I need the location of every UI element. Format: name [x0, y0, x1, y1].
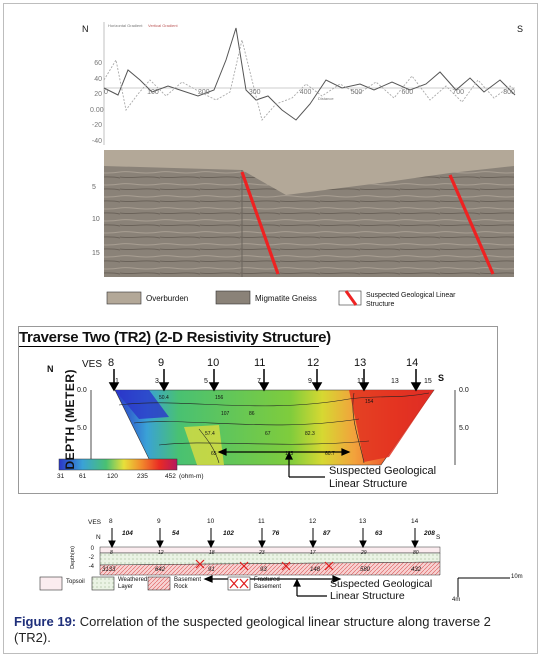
legend-topsoil-label: Topsoil: [66, 579, 85, 585]
legend-migmatite-label: Migmatite Gneiss: [255, 294, 317, 303]
depth-axis-title: Depth(m): [70, 546, 76, 569]
y-ticks: 0 -2 -4: [88, 546, 94, 570]
x-axis-name: Distance: [318, 96, 334, 101]
south-label: S: [438, 373, 445, 383]
vertical-gradient-line: [104, 40, 515, 120]
depth-tick: 15: [92, 250, 100, 257]
scale-bar: [458, 578, 510, 597]
depth-axis-title: DEPTH (METER): [63, 369, 77, 470]
legend-linear-label: Suspected Geological Linear Structure: [366, 292, 456, 308]
figure-caption: [14, 614, 530, 646]
south-label: S: [436, 534, 441, 541]
north-label: N: [82, 24, 89, 34]
scale-vertical: 4m: [452, 597, 461, 603]
scale-horizontal: 10m: [511, 574, 523, 580]
station-arrows: [109, 528, 418, 547]
legend-topsoil-swatch: [40, 577, 62, 590]
depth-tick: 5.0: [459, 425, 469, 432]
legend-migmatite-swatch: [216, 291, 250, 304]
north-label: N: [47, 364, 54, 374]
y-tick-list: 60 40 20 0.00 -20 -40: [90, 60, 104, 145]
geoelectric-section: [0, 510, 542, 610]
x-tick-list: 0 100 200 300 400 500 600 700 800: [104, 89, 515, 96]
north-label: N: [96, 534, 101, 541]
ves-label: VES: [82, 359, 103, 370]
resistivity-title: Traverse Two (TR2) (2-D Resistivity Structure): [19, 329, 331, 346]
contour-labels: 50.4 156 107 86 67 57.4 65 125 60.7 82.3 154: [159, 395, 374, 457]
depth-tick: 10: [92, 216, 100, 223]
legend-overburden-label: Overburden: [146, 294, 189, 303]
legend-basement-label: Basement Rock: [174, 577, 202, 590]
resistivity-annotation: Suspected Geological Linear Structure: [329, 465, 437, 490]
section-annotation: Suspected Geological Linear Structure: [330, 578, 433, 602]
legend-weathered-swatch: [92, 577, 114, 590]
caption-text: Correlation of the suspected geological linear structure along traverse 2 (TR2).: [14, 614, 491, 645]
depth-tick: 5.0: [77, 425, 87, 432]
legend-fractured-label: Fractured Basement: [254, 577, 282, 590]
depth-tick: 0.0: [459, 387, 469, 394]
panel-resistivity: Traverse Two (TR2) (2-D Resistivity Structure) N S VES DEPTH (METER) 8 9 10 11 12 13 14 1 3 5 7 9 11 13 15 0.0 5.0 0.0 5.0 50.4 156 107 86 67 57.4 65 125 60.7 82.3 154 31 61 120 235 452 (ohm-m) Suspected Geological Linear Structure: [18, 326, 498, 494]
topsoil-layer: [100, 547, 440, 553]
horizontal-gradient-line: [104, 28, 515, 120]
magnetic-gradient-plot: [0, 0, 542, 320]
legend-basement-swatch: [148, 577, 170, 590]
panel-magnetic-profile: [0, 0, 542, 320]
legend-weathered-label: Weathered Layer: [118, 577, 148, 590]
depth-tick: 0.0: [77, 387, 87, 394]
mini-legend-horizontal: Horizontal Gradient: [108, 23, 143, 28]
legend-overburden-swatch: [107, 292, 141, 304]
depth-tick: 5: [92, 184, 96, 191]
south-label: S: [517, 24, 524, 34]
legend-fractured-swatch: [228, 577, 250, 590]
panel-geoelectric-section: VES N S Depth(m) 0 -2 -4 8 9 10 11 12 13 14 104 54 102 76 87 63 208 8 12 18 23 17 29 80 3133 642 91 93 148 580 432 Suspected Geological Linear Structure 10m 4m Topsoil Weathered Layer Basement Rock Fractured Basement: [0, 510, 542, 610]
ves-label: VES: [88, 519, 102, 526]
mini-legend-vertical: Vertical Gradient: [148, 23, 178, 28]
caption-label: Figure 19:: [14, 614, 77, 629]
